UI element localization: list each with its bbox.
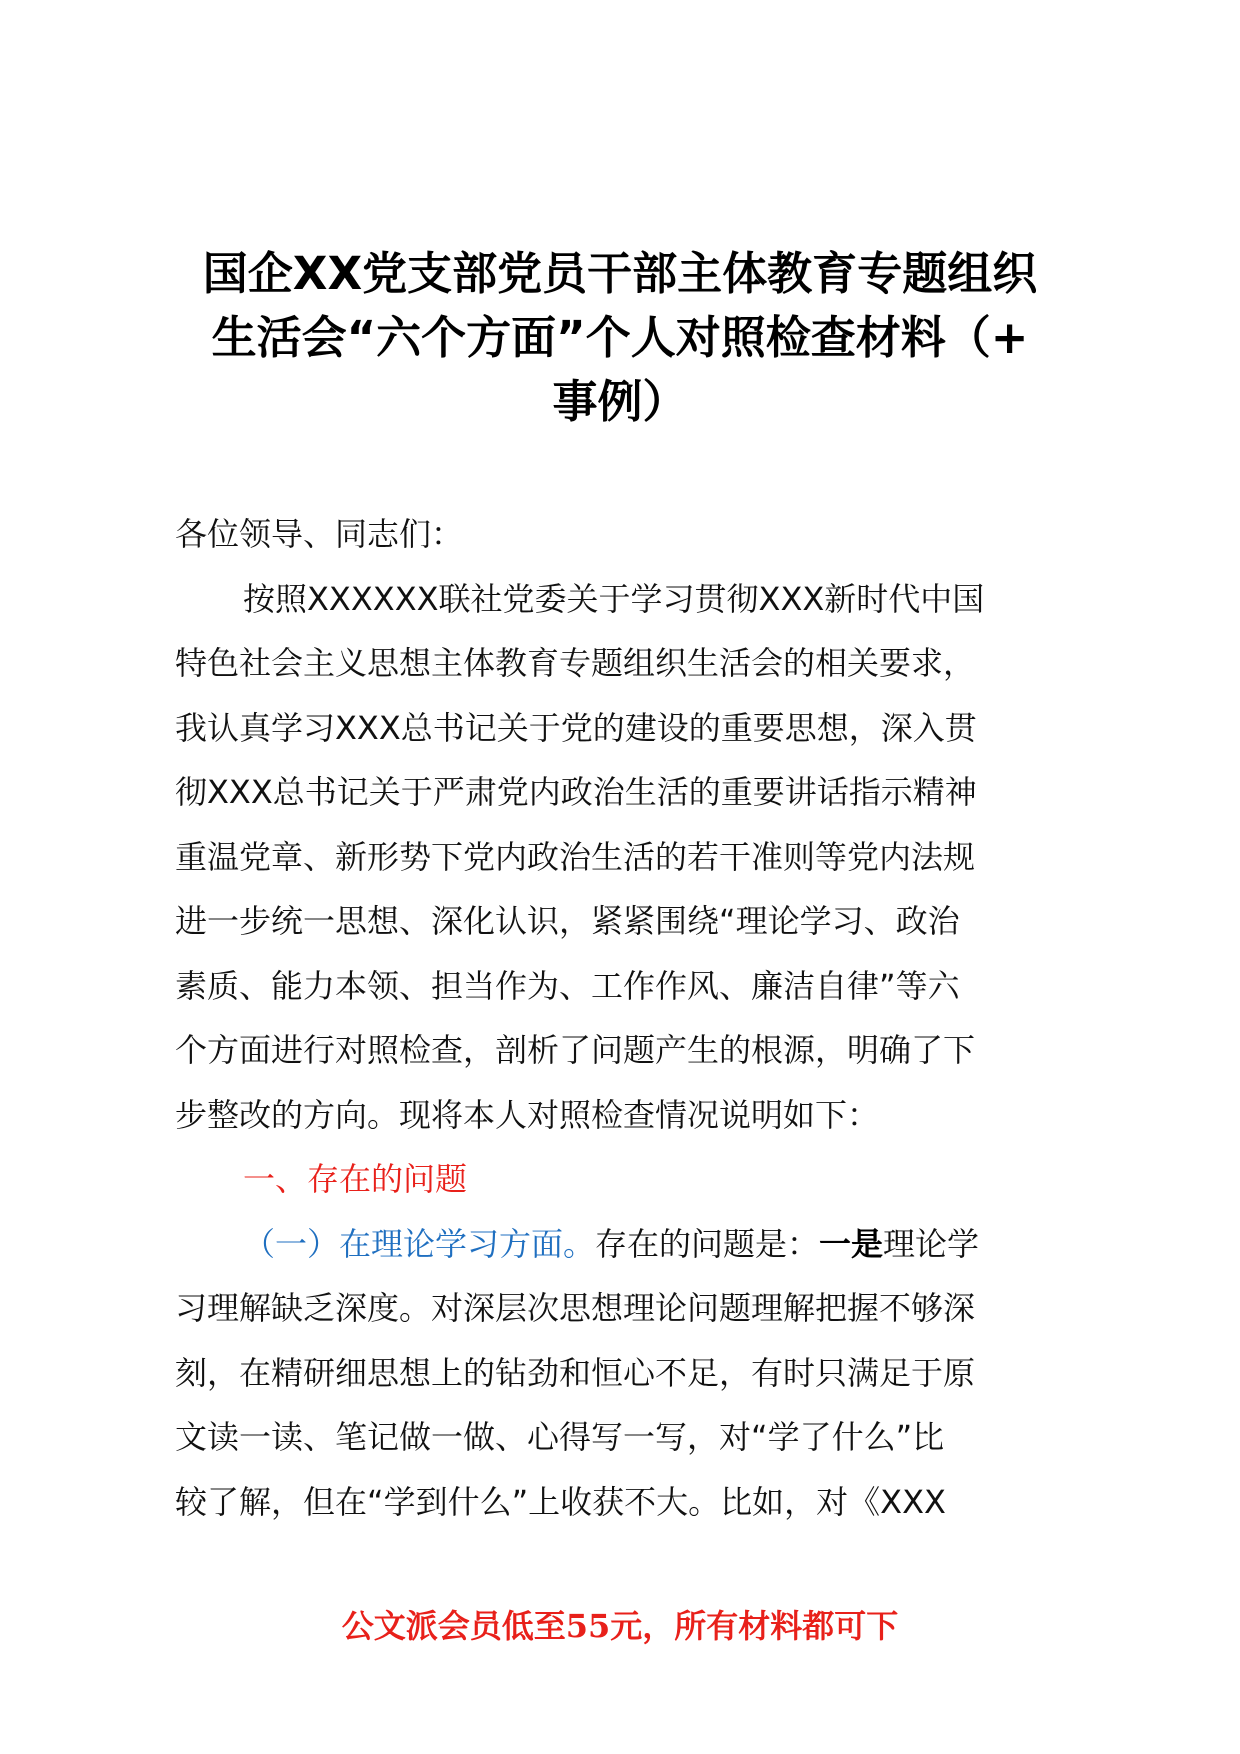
title-line: 国企XX党支部党员干部主体教育专题组织 [202, 247, 1038, 300]
subsection-lead: 存在的问题是： [595, 1224, 820, 1263]
intro-line: 进一步统一思想、深化认识，紧紧围绕“理论学习、政治 [175, 902, 960, 940]
intro-line: 彻XXX总书记关于严肃党内政治生活的重要讲话指示精神 [175, 773, 977, 811]
subsection-line: 文读一读、笔记做一做、心得写一写，对“学了什么”比 [175, 1418, 945, 1456]
subsection-first-line-rest: 理论学 [883, 1224, 980, 1263]
intro-line: 按照XXXXXX联社党委关于学习贯彻XXX新时代中国 [243, 579, 985, 618]
intro-line: 重温党章、新形势下党内政治生活的若干准则等党内法规 [175, 837, 976, 876]
section-heading: 一、存在的问题 [243, 1160, 468, 1198]
title-line: 生活会“六个方面”个人对照检查材料（+ [211, 311, 1029, 364]
intro-line: 我认真学习XXX总书记关于党的建设的重要思想，深入贯 [175, 708, 977, 747]
intro-line: 素质、能力本领、担当作为、工作作风、廉洁自律”等六 [175, 966, 960, 1005]
intro-line: 特色社会主义思想主体教育专题组织生活会的相关要求， [175, 644, 976, 682]
membership-notice: 公文派会员低至55元，所有材料都可下 [341, 1607, 899, 1645]
subsection-line: 较了解，但在“学到什么”上收获不大。比如，对《XXX [175, 1482, 946, 1521]
point-marker: 一是 [819, 1224, 884, 1263]
document-title [170, 242, 1070, 434]
salutation: 各位领导、同志们： [175, 515, 464, 553]
subsection-line: 习理解缺乏深度。对深层次思想理论问题理解把握不够深 [175, 1289, 976, 1327]
document-body [175, 502, 1075, 1534]
intro-line: 步整改的方向。现将本人对照检查情况说明如下： [175, 1095, 880, 1134]
title-line: 事例） [552, 375, 688, 428]
subsection-heading: （一）在理论学习方面。 [243, 1224, 596, 1263]
intro-line: 个方面进行对照检查，剖析了问题产生的根源，明确了下 [175, 1031, 976, 1069]
subsection-line: 刻，在精研细思想上的钻劲和恒心不足，有时只满足于原 [175, 1353, 976, 1392]
subsection-first-line [175, 1212, 1075, 1277]
